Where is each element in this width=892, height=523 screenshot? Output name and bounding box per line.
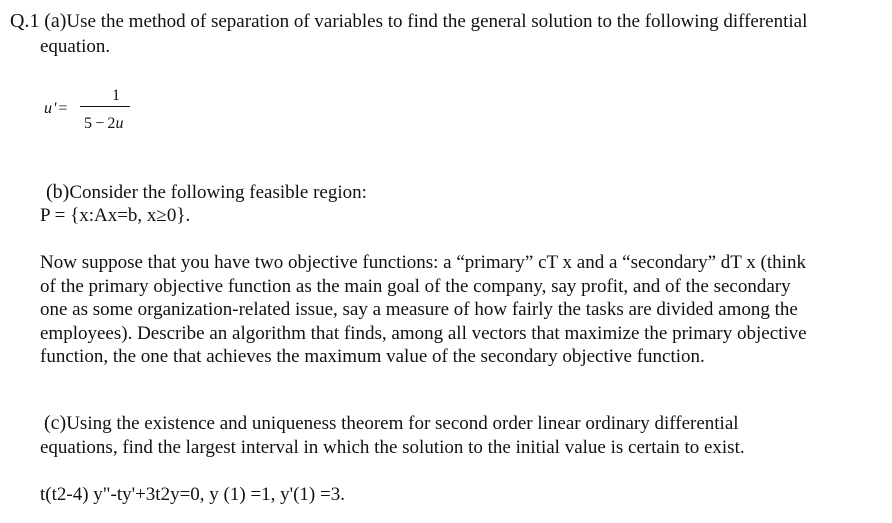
equation-a-denominator (84, 112, 123, 135)
part-c-text-line1: Using the existence and uniqueness theorem for second order linear ordinary differential (66, 413, 739, 434)
part-b-label: (b) (46, 181, 70, 203)
equation-a-numerator: 1 (112, 87, 120, 104)
part-c-label: (c) (44, 412, 67, 434)
paragraph-line: employees). Describe an algorithm that finds, among all vectors that maximize the primary objective (40, 322, 807, 344)
denominator-prefix: 5 − 2 (84, 115, 116, 132)
part-b-paragraph (40, 251, 880, 369)
part-a-text-line2: equation. (40, 36, 111, 57)
feasible-region-definition: P = {x:Ax=b, x≥0}. (40, 205, 191, 226)
question-a-line1 (10, 10, 807, 33)
part-c-equation: t(t2-4) y"-ty'+3t2y=0, y (1) =1, y'(1) =3. (40, 484, 345, 505)
paragraph-line: function, the one that achieves the maximum value of the secondary objective function. (40, 346, 705, 367)
part-b-text-line1: Consider the following feasible region: (69, 182, 367, 203)
fraction-bar (80, 106, 130, 107)
paragraph-line: of the primary objective function as the main goal of the company, say profit, and of the secondary (40, 275, 791, 297)
part-a-text-line1: Use the method of separation of variables to find the general solution to the following differential (66, 11, 808, 32)
question-c-line1 (44, 412, 739, 435)
paragraph-line: Now suppose that you have two objective functions: a “primary” cT x and a “secondary” dT x (think (40, 252, 806, 273)
question-number: Q.1 (10, 10, 40, 32)
part-c-text-line2: equations, find the largest interval in which the solution to the initial value is certain to exist. (40, 437, 745, 458)
equation-a-lhs: u'= (44, 100, 70, 117)
paragraph-line: one as some organization-related issue, say a measure of how fairly the tasks are divided among the (40, 299, 798, 320)
question-b-line1 (46, 181, 367, 204)
part-a-label: (a) (44, 10, 67, 32)
denominator-variable: u (115, 115, 124, 132)
